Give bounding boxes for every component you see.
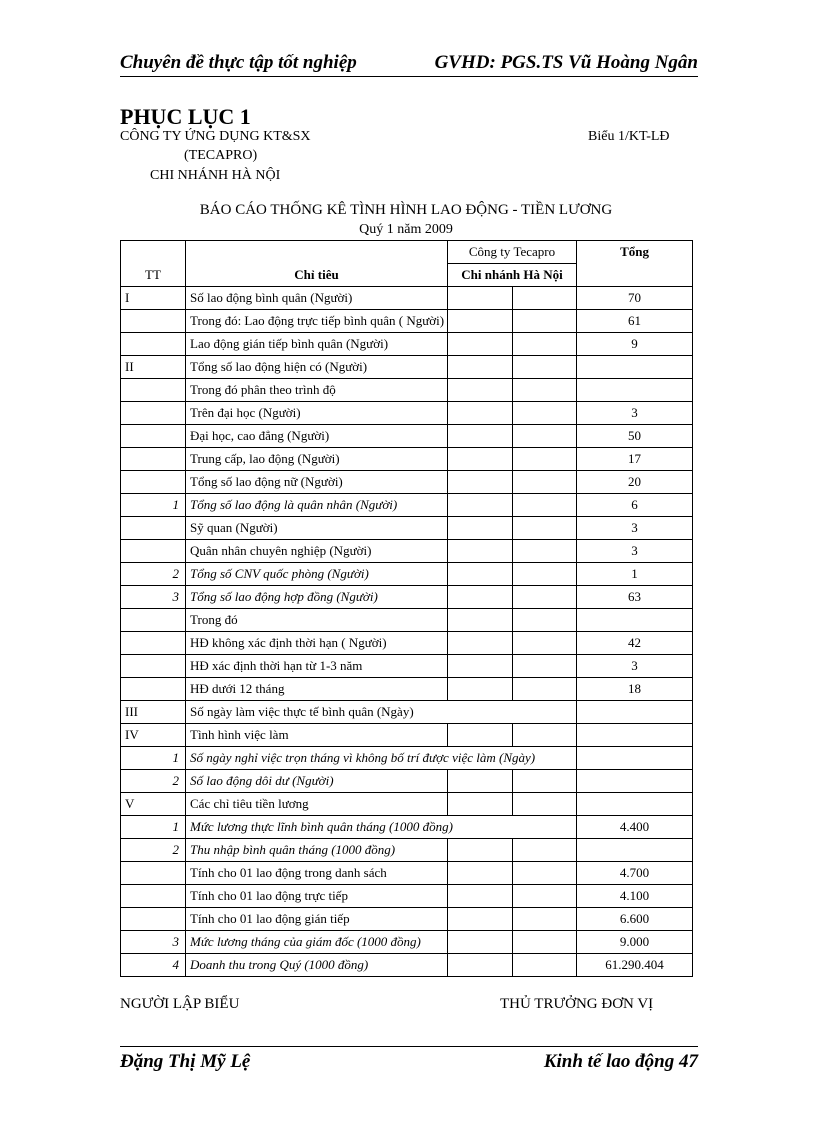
row-company-cell [448,287,513,310]
row-branch-cell [513,632,577,655]
row-label: Mức lương tháng của giám đốc (1000 đồng) [186,931,448,954]
row-total: 4.700 [577,862,693,885]
row-company-cell [448,839,513,862]
row-label: Tổng số lao động hợp đồng (Người) [186,586,448,609]
table-row [121,540,693,563]
row-tt [121,609,186,632]
row-total: 9 [577,333,693,356]
row-company-cell [448,908,513,931]
row-total: 4.400 [577,816,693,839]
row-total: 42 [577,632,693,655]
row-label: HĐ xác định thời hạn từ 1-3 năm [186,655,448,678]
row-total [577,356,693,379]
row-company-cell [448,425,513,448]
table-row [121,954,693,977]
row-label: Số lao động bình quân (Người) [186,287,448,310]
company-abbrev: (TECAPRO) [184,148,258,163]
row-branch-cell [513,448,577,471]
row-branch-cell [513,471,577,494]
row-company-cell [448,609,513,632]
row-label: Quân nhân chuyên nghiệp (Người) [186,540,448,563]
table-row [121,908,693,931]
row-total: 6 [577,494,693,517]
row-total: 61.290.404 [577,954,693,977]
row-tt: 1 [121,816,186,839]
header-tt: TT [121,241,186,287]
row-label: Đại học, cao đẳng (Người) [186,425,448,448]
row-label: Tình hình việc làm [186,724,448,747]
table-row [121,494,693,517]
row-company-cell [448,770,513,793]
appendix-title: PHỤC LỤC 1 [120,104,251,129]
row-branch-cell [513,517,577,540]
table-row [121,448,693,471]
row-total: 61 [577,310,693,333]
row-total: 18 [577,678,693,701]
header-company: Công ty Tecapro [448,241,577,264]
row-tt [121,862,186,885]
row-company-cell [448,655,513,678]
header-branch: Chi nhánh Hà Nội [448,264,577,287]
row-company-cell [448,494,513,517]
row-label: Tổng số lao động là quân nhân (Người) [186,494,448,517]
row-company-cell [448,540,513,563]
row-branch-cell [513,356,577,379]
row-total: 3 [577,517,693,540]
row-company-cell [448,563,513,586]
row-total [577,793,693,816]
row-branch-cell [513,862,577,885]
table-row [121,862,693,885]
row-total [577,747,693,770]
row-company-cell [448,333,513,356]
table-row [121,517,693,540]
row-branch-cell [513,586,577,609]
row-total: 20 [577,471,693,494]
row-branch-cell [513,563,577,586]
row-tt [121,885,186,908]
row-branch-cell [513,425,577,448]
row-tt [121,908,186,931]
table-row [121,287,693,310]
row-tt: 2 [121,563,186,586]
row-company-cell [448,632,513,655]
table-row [121,379,693,402]
row-company-cell [448,471,513,494]
table-row [121,678,693,701]
table-row [121,609,693,632]
row-label: Trong đó: Lao động trực tiếp bình quân ( Người) [186,310,448,333]
row-tt: V [121,793,186,816]
report-title: BÁO CÁO THỐNG KÊ TÌNH HÌNH LAO ĐỘNG - TIỀN LƯƠNG [199,202,613,218]
row-branch-cell [513,770,577,793]
row-tt [121,517,186,540]
signature-preparer: NGƯỜI LẬP BIỂU [120,996,240,1012]
row-branch-cell [513,540,577,563]
row-label: Tính cho 01 lao động gián tiếp [186,908,448,931]
report-table [120,240,693,977]
row-branch-cell [513,931,577,954]
row-tt [121,540,186,563]
row-total: 17 [577,448,693,471]
row-tt [121,678,186,701]
row-total [577,609,693,632]
row-tt: III [121,701,186,724]
page-header [120,50,698,77]
row-tt: 3 [121,931,186,954]
row-total [577,770,693,793]
header-total: Tổng [577,241,693,287]
table-row [121,632,693,655]
row-total: 63 [577,586,693,609]
footer-author: Đặng Thị Mỹ Lệ [120,1051,251,1072]
row-company-cell [448,448,513,471]
footer-course: Kinh tế lao động 47 [543,1051,698,1072]
branch-name: CHI NHÁNH HÀ NỘI [150,168,281,183]
row-label: Tổng số lao động nữ (Người) [186,471,448,494]
row-tt: 4 [121,954,186,977]
row-total: 50 [577,425,693,448]
row-label: Các chỉ tiêu tiền lương [186,793,448,816]
row-total: 4.100 [577,885,693,908]
table-row [121,425,693,448]
row-tt [121,425,186,448]
row-company-cell [448,402,513,425]
row-label: Số ngày nghỉ việc trọn tháng vì không bố trí được việc làm (Ngày) [186,747,577,770]
row-tt: 2 [121,839,186,862]
table-row [121,586,693,609]
signature-head: THỦ TRƯỞNG ĐƠN VỊ [500,996,654,1012]
row-total: 3 [577,540,693,563]
row-company-cell [448,517,513,540]
header-advisor: GVHD: PGS.TS Vũ Hoàng Ngân [434,52,698,73]
row-label: Tổng số CNV quốc phòng (Người) [186,563,448,586]
row-label: HĐ không xác định thời hạn ( Người) [186,632,448,655]
row-label: Tính cho 01 lao động trực tiếp [186,885,448,908]
row-tt: I [121,287,186,310]
table-row [121,816,693,839]
row-branch-cell [513,494,577,517]
row-tt [121,310,186,333]
table-row [121,793,693,816]
row-total: 70 [577,287,693,310]
row-tt [121,379,186,402]
row-branch-cell [513,908,577,931]
row-branch-cell [513,655,577,678]
row-company-cell [448,724,513,747]
row-total: 3 [577,402,693,425]
row-tt: 1 [121,747,186,770]
row-total [577,701,693,724]
table-row [121,333,693,356]
row-company-cell [448,678,513,701]
row-company-cell [448,885,513,908]
row-label: Trong đó phân theo trình độ [186,379,448,402]
row-label: HĐ dưới 12 tháng [186,678,448,701]
row-total: 9.000 [577,931,693,954]
table-row [121,701,693,724]
row-tt [121,655,186,678]
row-tt: 2 [121,770,186,793]
row-label: Sỹ quan (Người) [186,517,448,540]
row-label: Doanh thu trong Quý (1000 đồng) [186,954,448,977]
row-label: Lao động gián tiếp bình quân (Người) [186,333,448,356]
row-label: Trung cấp, lao động (Người) [186,448,448,471]
row-branch-cell [513,724,577,747]
row-company-cell [448,954,513,977]
table-row [121,471,693,494]
row-tt: II [121,356,186,379]
table-row [121,931,693,954]
header-indicator: Chỉ tiêu [186,241,448,287]
row-tt: IV [121,724,186,747]
row-branch-cell [513,793,577,816]
table-row [121,885,693,908]
report-period: Quý 1 năm 2009 [359,222,453,237]
row-branch-cell [513,287,577,310]
row-tt: 3 [121,586,186,609]
row-tt: 1 [121,494,186,517]
row-tt [121,448,186,471]
row-label: Tính cho 01 lao động trong danh sách [186,862,448,885]
row-label: Trên đại học (Người) [186,402,448,425]
table-row [121,747,693,770]
row-branch-cell [513,609,577,632]
row-total: 1 [577,563,693,586]
table-row [121,356,693,379]
row-label: Tổng số lao động hiện có (Người) [186,356,448,379]
row-total [577,379,693,402]
table-row [121,402,693,425]
row-label: Mức lương thực lĩnh bình quân tháng (1000 đồng) [186,816,577,839]
row-company-cell [448,586,513,609]
row-total: 3 [577,655,693,678]
form-number: Biểu 1/KT-LĐ [588,129,670,144]
row-label: Thu nhập bình quân tháng (1000 đồng) [186,839,448,862]
row-tt [121,632,186,655]
table-row [121,655,693,678]
row-company-cell [448,379,513,402]
row-total [577,839,693,862]
row-branch-cell [513,310,577,333]
row-total: 6.600 [577,908,693,931]
row-branch-cell [513,402,577,425]
table-row [121,839,693,862]
row-total [577,724,693,747]
header-topic: Chuyên đề thực tập tốt nghiệp [120,52,357,73]
row-label: Trong đó [186,609,448,632]
row-branch-cell [513,333,577,356]
row-company-cell [448,793,513,816]
row-company-cell [448,931,513,954]
company-name: CÔNG TY ỨNG DỤNG KT&SX [120,129,311,144]
row-company-cell [448,862,513,885]
row-tt [121,471,186,494]
row-branch-cell [513,839,577,862]
row-label: Số ngày làm việc thực tế bình quân (Ngày) [186,701,577,724]
table-row [121,770,693,793]
row-tt [121,402,186,425]
row-branch-cell [513,954,577,977]
row-branch-cell [513,379,577,402]
row-branch-cell [513,678,577,701]
row-label: Số lao động dôi dư (Người) [186,770,448,793]
row-company-cell [448,356,513,379]
row-company-cell [448,310,513,333]
row-tt [121,333,186,356]
table-row [121,724,693,747]
table-row [121,310,693,333]
row-branch-cell [513,885,577,908]
table-row [121,563,693,586]
page-footer [120,1046,698,1075]
